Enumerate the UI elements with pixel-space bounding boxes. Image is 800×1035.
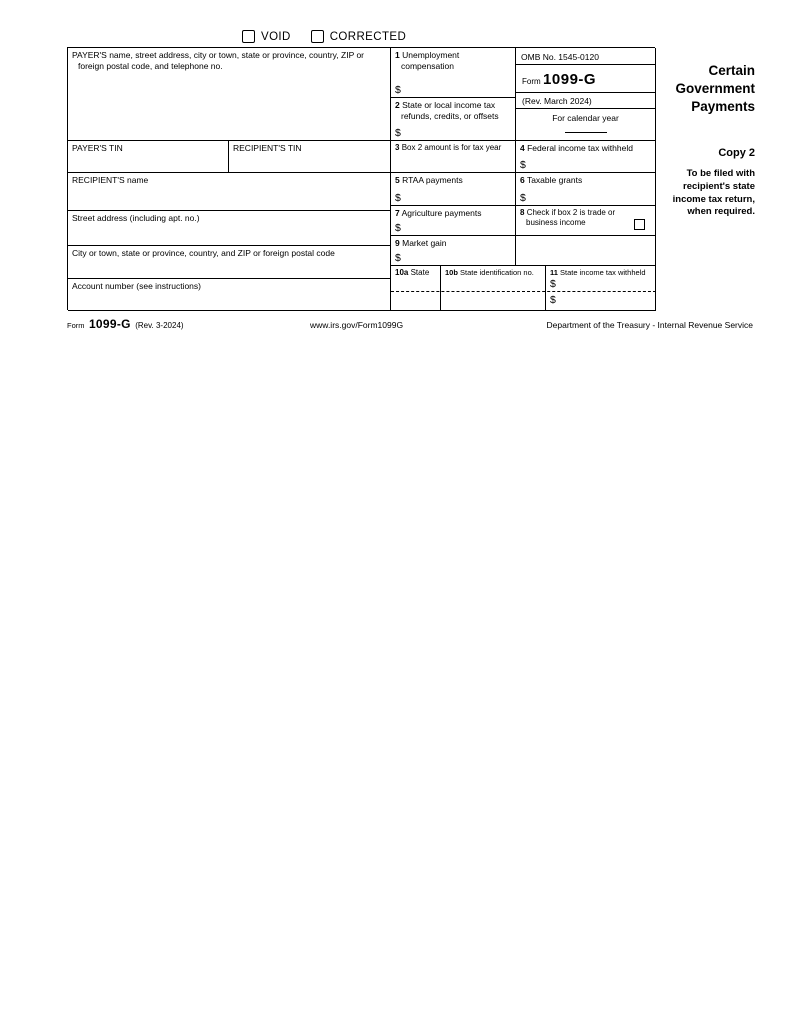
state-row-divider-dashed [391,291,656,292]
copy-note: To be filed with recipient's state income tax return, when required. [672,168,755,218]
form-grid [67,47,655,310]
box4-federal-withheld-cell[interactable] [516,141,656,173]
box9-label-wrap [391,236,515,249]
form-number: 1099-G [543,71,597,88]
box3-tax-year-cell[interactable] [391,141,516,173]
box9-dollar-sign: $ [395,251,401,264]
copy-number: Copy 2 [718,147,755,159]
box5-number: 5 [395,175,400,185]
footer-form-number: 1099-G [88,317,131,331]
box10b-label: State identification no. [460,268,534,277]
box1-dollar-sign: $ [395,83,401,96]
box4-dollar-sign: $ [520,158,526,171]
box10b-label-wrap [441,266,545,277]
box8-label: Check if box 2 is trade or business income [526,208,616,227]
recipient-name-cell[interactable] [68,173,391,211]
footer-department: Department of the Treasury - Internal Revenue Service [546,320,753,330]
recipient-tin-label: RECIPIENT'S TIN [233,143,302,153]
calendar-year-row [516,109,655,133]
box3-label: Box 2 amount is for tax year [401,143,502,152]
box4-label-wrap [516,141,655,154]
box2-number: 2 [395,100,400,110]
box11-label: State income tax withheld [560,268,646,277]
form-word: Form [522,77,541,86]
account-number-cell[interactable] [68,279,391,311]
calendar-year-entry-line[interactable] [565,132,607,133]
city-state-zip-cell[interactable] [68,246,391,279]
box1-label-wrap [391,48,515,72]
footer-irs-url: www.irs.gov/Form1099G [310,320,404,330]
box8-number: 8 [520,208,525,217]
box7-number: 7 [395,208,400,218]
box6-label-wrap [516,173,655,186]
form-title: Certain Government Payments [675,63,755,115]
box1-unemployment-cell[interactable] [391,48,516,98]
account-number-label: Account number (see instructions) [72,281,201,291]
box10a-state-cell[interactable] [391,266,441,311]
box7-dollar-sign: $ [395,221,401,234]
box3-label-wrap [391,141,515,153]
box7-agriculture-cell[interactable] [391,206,516,236]
corrected-checkbox[interactable] [311,30,324,43]
box9-label: Market gain [402,238,447,248]
box9-market-gain-cell[interactable] [391,236,516,266]
box9-number: 9 [395,238,400,248]
recipient-name-label: RECIPIENT'S name [72,175,149,185]
box2-label-wrap [391,98,515,122]
box1-label: Unemployment compensation [401,50,460,72]
box2-label: State or local income tax refunds, credits, or offsets [401,100,499,122]
box4-label: Federal income tax withheld [527,143,633,153]
box7-label: Agriculture payments [401,208,482,218]
box8-trade-income-cell [516,206,656,236]
box8-label-wrap [516,206,622,227]
form-revision: (Rev. March 2024) [516,93,655,109]
payer-tin-label: PAYER'S TIN [72,143,123,153]
payer-info-label: PAYER'S name, street address, city or town, state or province, country, ZIP or foreign postal code, and telephone no. [72,50,365,72]
box1-number: 1 [395,50,400,60]
box3-number: 3 [395,143,400,152]
street-address-cell[interactable] [68,211,391,246]
form-meta-cell [516,48,656,141]
box5-label: RTAA payments [402,175,463,185]
empty-cell [516,236,656,266]
footer-revision: (Rev. 3-2024) [135,321,184,330]
payer-tin-cell[interactable] [68,141,229,173]
street-address-label: Street address (including apt. no.) [72,213,200,223]
recipient-tin-cell[interactable] [229,141,391,173]
box10a-label: State [410,268,430,277]
void-corrected-row [242,30,406,43]
box2-state-refunds-cell[interactable] [391,98,516,141]
form-number-row [516,65,655,93]
box6-label: Taxable grants [526,175,583,185]
payer-info-cell[interactable] [68,48,391,141]
box11-state-withheld-cell[interactable] [546,266,656,311]
box10a-number: 10a [395,268,409,277]
box6-number: 6 [520,175,525,185]
box8-checkbox[interactable] [634,219,645,230]
footer-form-word: Form [67,321,85,330]
box11-label-wrap [546,266,655,277]
corrected-label: CORRECTED [329,30,407,43]
box7-label-wrap [391,206,515,219]
footer-form-id [67,315,184,333]
box5-dollar-sign: $ [395,191,401,204]
box6-taxable-grants-cell[interactable] [516,173,656,206]
box5-label-wrap [391,173,515,186]
box10a-label-wrap [391,266,440,278]
box10b-state-id-cell[interactable] [441,266,546,311]
city-state-zip-label: City or town, state or province, country, and ZIP or foreign postal code [72,248,335,258]
calendar-year-label: For calendar year [552,113,619,123]
box5-rtaa-cell[interactable] [391,173,516,206]
omb-number: OMB No. 1545-0120 [516,48,655,65]
box11-dollar-sign-1: $ [550,278,556,290]
box11-dollar-sign-2: $ [550,294,556,306]
box10b-number: 10b [445,268,458,277]
box4-number: 4 [520,143,525,153]
void-checkbox[interactable] [242,30,255,43]
box6-dollar-sign: $ [520,191,526,204]
box2-dollar-sign: $ [395,126,401,139]
box11-number: 11 [550,268,558,277]
void-label: VOID [261,30,291,43]
